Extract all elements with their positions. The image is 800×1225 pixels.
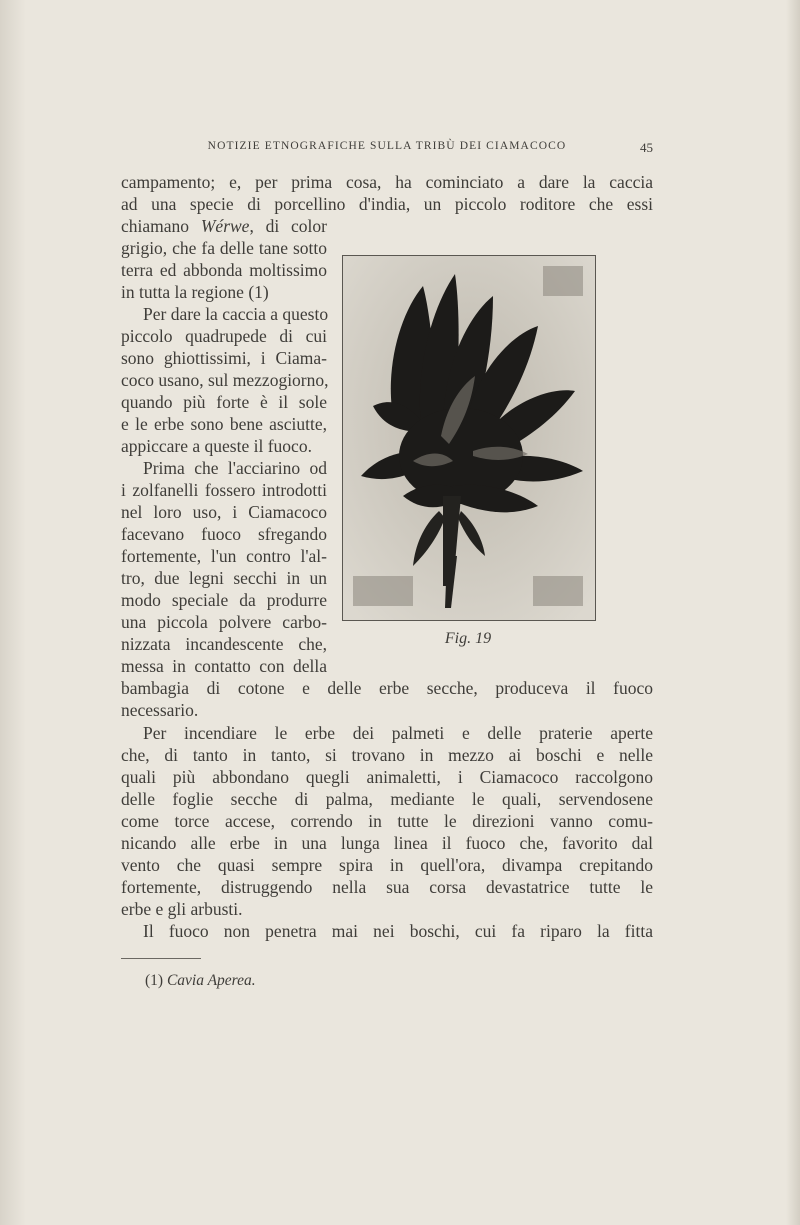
text-line: che, di tanto in tanto, si trovano in mezzo ai boschi e nelle bbox=[121, 745, 653, 765]
text-line: modo speciale da produrre bbox=[121, 590, 327, 610]
text-line: erbe e gli arbusti. bbox=[121, 899, 243, 919]
text-line: in tutta la regione (1) bbox=[121, 282, 269, 302]
text-line: fortemente, l'un contro l'al- bbox=[121, 546, 327, 566]
page-edge-shadow bbox=[786, 0, 800, 1225]
page-edge-shadow bbox=[0, 0, 26, 1225]
text-line: coco usano, sul mezzogiorno, bbox=[121, 370, 329, 390]
text-line: Per incendiare le erbe dei palmeti e delle praterie aperte bbox=[143, 723, 653, 743]
text-line: Prima che l'acciarino od bbox=[143, 458, 327, 478]
footnote-marker: (1) bbox=[145, 972, 164, 989]
text-line: Il fuoco non penetra mai nei boschi, cui fa riparo la fitta bbox=[143, 921, 653, 941]
text-line: fortemente, distruggendo nella sua corsa devastatrice tutte le bbox=[121, 877, 653, 897]
text-line: i zolfanelli fossero introdotti bbox=[121, 480, 327, 500]
footnote-rule bbox=[121, 958, 201, 959]
figure-caption: Fig. 19 bbox=[444, 630, 492, 647]
text-line: quando più forte è il sole bbox=[121, 392, 327, 412]
text-line: ad una specie di porcellino d'india, un piccolo roditore che essi bbox=[121, 194, 653, 214]
text-line: nel loro uso, i Ciamacoco bbox=[121, 502, 327, 522]
text-line: nizzata incandescente che, bbox=[121, 634, 327, 654]
text-line: messa in contatto con della bbox=[121, 656, 327, 676]
text-line: come torce accese, correndo in tutte le direzioni vanno comu- bbox=[121, 811, 653, 831]
footnote bbox=[145, 972, 256, 990]
text-line: grigio, che fa delle tane sotto bbox=[121, 238, 327, 258]
text-line: e le erbe sono bene asciutte, bbox=[121, 414, 327, 434]
text-line: delle foglie secche di palma, mediante le quali, servendosene bbox=[121, 789, 653, 809]
figure-photo bbox=[342, 255, 596, 621]
text-line: bambagia di cotone e delle erbe secche, produceva il fuoco bbox=[121, 678, 653, 698]
text-line: terra ed abbonda moltissimo bbox=[121, 260, 327, 280]
running-head bbox=[121, 140, 653, 158]
page-number: 45 bbox=[640, 140, 653, 155]
running-title: NOTIZIE ETNOGRAFICHE SULLA TRIBÙ DEI CIAMACOCO bbox=[207, 140, 567, 152]
text-line: sono ghiottissimi, i Ciama- bbox=[121, 348, 327, 368]
text-line bbox=[121, 215, 327, 237]
text-line: nicando alle erbe in una lunga linea il fuoco che, favorito dal bbox=[121, 833, 653, 853]
text-line: piccolo quadrupede di cui bbox=[121, 326, 327, 346]
text-line: necessario. bbox=[121, 700, 199, 720]
text-line: tro, due legni secchi in un bbox=[121, 568, 327, 588]
text-line: quali più abbondano quegli animaletti, i Ciamacoco raccolgono bbox=[121, 767, 653, 787]
footnote-text: Cavia Aperea. bbox=[166, 972, 256, 989]
text-line: campamento; e, per prima cosa, ha cominciato a dare la caccia bbox=[121, 172, 653, 192]
text-line: una piccola polvere carbo- bbox=[121, 612, 327, 632]
text-line: vento che quasi sempre spira in quell'ora, divampa crepitando bbox=[121, 855, 653, 875]
text-line: appiccare a queste il fuoco. bbox=[121, 436, 312, 456]
feather-torch-illustration bbox=[343, 256, 595, 620]
text-fragment: , di color bbox=[249, 216, 328, 236]
text-line: Per dare la caccia a questo bbox=[143, 304, 329, 324]
text-fragment: chiamano bbox=[121, 216, 201, 236]
native-term: Wérwe bbox=[200, 216, 250, 236]
text-line: facevano fuoco sfregando bbox=[121, 524, 327, 544]
